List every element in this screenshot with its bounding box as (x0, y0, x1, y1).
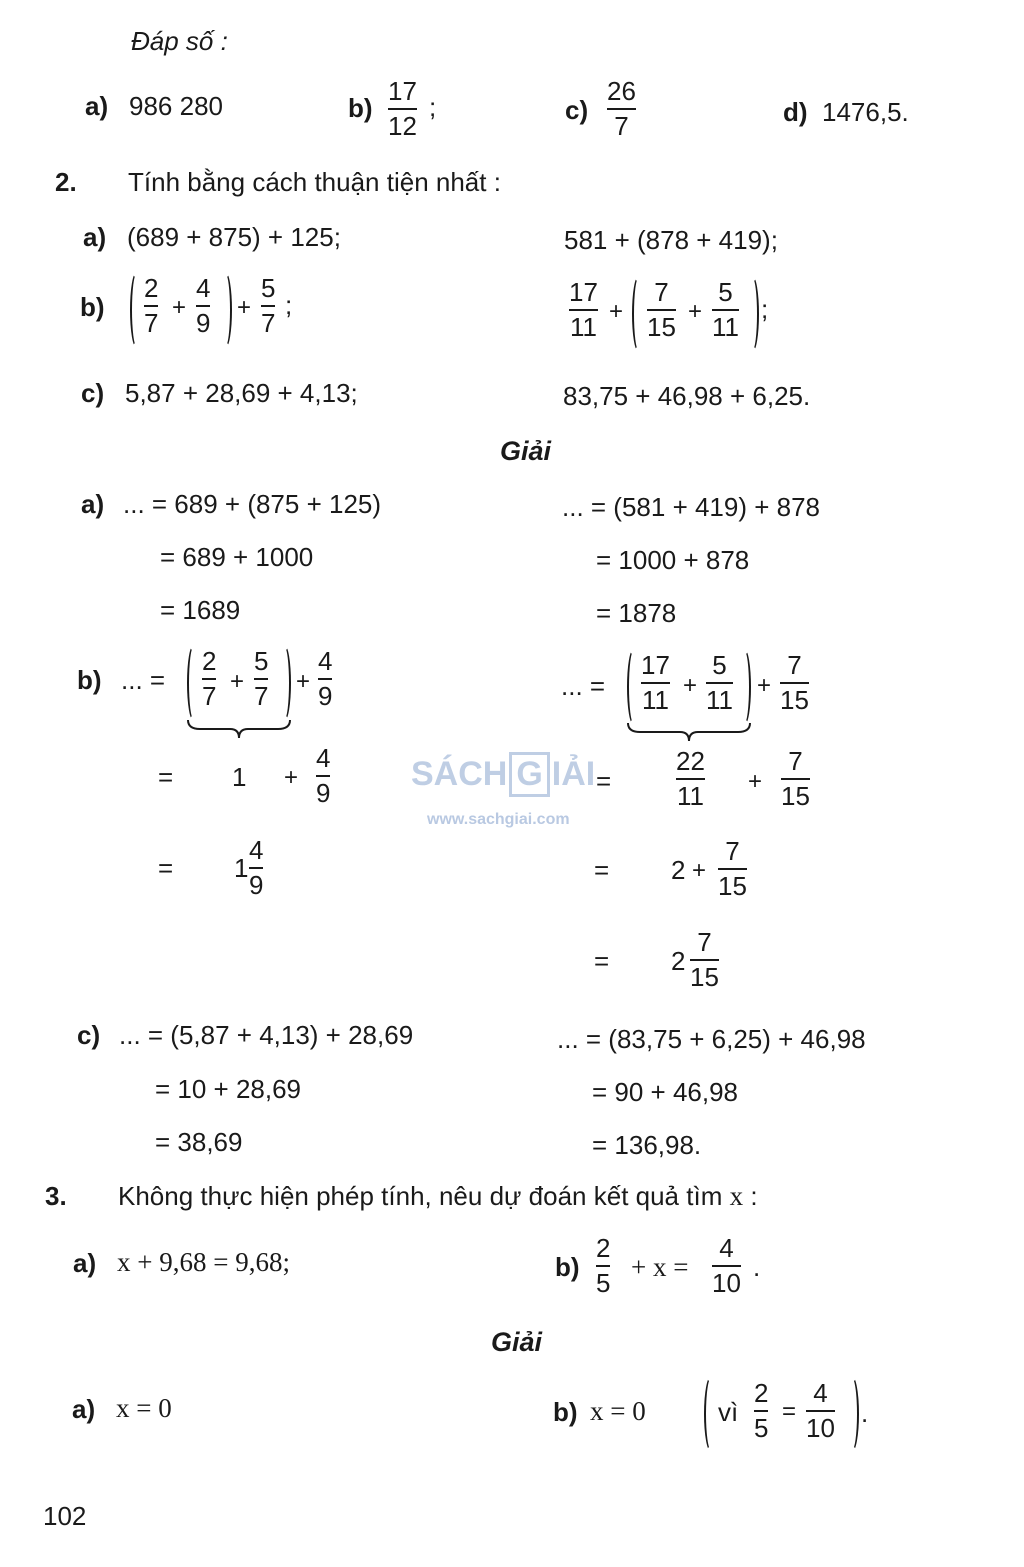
equals-sign: = (158, 853, 174, 883)
ex3-b-middle: + x = (631, 1252, 689, 1282)
plus-sign: + (683, 672, 698, 699)
answer-c-label: c) (565, 95, 589, 125)
answer-d-label: d) (783, 97, 808, 127)
watermark-logo (411, 752, 595, 797)
exercise-3-title-text: Không thực hiện phép tính, nêu dự đoán kết quả tìm (118, 1181, 723, 1211)
right-paren (738, 649, 751, 725)
plus-sign: + (284, 764, 299, 791)
plus-sign: + (296, 668, 311, 695)
period: . (861, 1398, 869, 1428)
denominator: 11 (706, 685, 733, 715)
denominator: 9 (249, 870, 264, 900)
sol-a-right-line-2: = 1000 + 878 (596, 545, 750, 575)
plus-sign: + (237, 294, 252, 321)
answer-b-fraction (388, 78, 417, 139)
one: 1 (232, 762, 247, 792)
numerator: 2 (596, 1233, 611, 1263)
sol-a-right-line-1: ... = (581 + 419) + 878 (562, 492, 821, 522)
fraction (754, 1380, 768, 1441)
period: . (753, 1252, 761, 1282)
two: 2 (671, 855, 686, 885)
ex2-c-left: 5,87 + 28,69 + 4,13; (125, 378, 358, 408)
variable-x: x (729, 1181, 744, 1211)
fraction (202, 648, 216, 709)
mixed-whole: 2 (671, 946, 686, 976)
semicolon: ; (429, 92, 437, 122)
sol-c-left-line-2: = 10 + 28,69 (155, 1074, 302, 1104)
left-paren (627, 649, 640, 725)
sol3-b-text: x = 0 (590, 1396, 646, 1426)
denominator: 5 (754, 1413, 769, 1443)
equals-sign: = (594, 855, 610, 885)
plus-sign: + (609, 298, 624, 325)
fraction (690, 929, 719, 990)
prefix: ... = (121, 665, 166, 695)
plus-sign: + (230, 668, 245, 695)
ex2-b-label: b) (80, 292, 105, 322)
numerator: 5 (718, 277, 733, 307)
numerator: 26 (607, 76, 636, 106)
exercise-2-title: Tính bằng cách thuận tiện nhất : (128, 167, 501, 197)
numerator: 17 (641, 650, 670, 680)
ex2-a-label: a) (83, 222, 107, 252)
watermark-url: www.sachgiai.com (427, 811, 570, 828)
numerator: 2 (202, 646, 217, 676)
right-paren (278, 645, 291, 721)
numerator: 17 (569, 277, 598, 307)
numerator: 22 (676, 746, 705, 776)
fraction (144, 275, 158, 336)
numerator: 7 (788, 746, 803, 776)
colon: : (750, 1181, 758, 1211)
numerator: 4 (813, 1378, 828, 1408)
fraction (254, 648, 268, 709)
answer-d-value: 1476,5. (822, 97, 909, 127)
numerator: 17 (388, 76, 417, 106)
denominator: 10 (712, 1268, 741, 1298)
denominator: 7 (614, 111, 629, 141)
denominator: 7 (261, 308, 276, 338)
denominator: 7 (254, 681, 269, 711)
fraction (196, 275, 210, 336)
equals-sign: = (782, 1398, 797, 1425)
left-paren (130, 272, 143, 348)
fraction (676, 748, 705, 809)
exercise-3-title (118, 1183, 758, 1210)
plus-sign: + (688, 298, 703, 325)
sol3-a-text: x = 0 (116, 1393, 172, 1423)
ex3-b-label: b) (555, 1252, 580, 1282)
fraction (641, 652, 670, 713)
sol-a-left-line-2: = 689 + 1000 (160, 542, 314, 572)
sol-c-right-line-1: ... = (83,75 + 6,25) + 46,98 (557, 1024, 866, 1054)
plus-sign: + (757, 672, 772, 699)
watermark-letter: G (509, 752, 549, 797)
numerator: 7 (697, 927, 712, 957)
denominator: 9 (318, 681, 333, 711)
sol-c-left-line-3: = 38,69 (155, 1127, 243, 1157)
right-paren (219, 272, 232, 348)
fraction (781, 748, 810, 809)
fraction (318, 648, 332, 709)
ex2-c-label: c) (81, 378, 105, 408)
underbrace (186, 718, 292, 740)
ex3-a-label: a) (73, 1248, 97, 1278)
numerator: 5 (712, 650, 727, 680)
right-paren (845, 1376, 859, 1452)
numerator: 4 (249, 835, 264, 865)
semicolon: ; (761, 294, 769, 324)
fraction (712, 279, 739, 340)
fraction (647, 279, 676, 340)
left-paren (632, 276, 645, 352)
sol-a-label: a) (81, 489, 105, 519)
numerator: 5 (254, 646, 269, 676)
solution-heading: Giải (491, 1327, 543, 1357)
equals-sign: = (158, 762, 174, 792)
solution-heading: Giải (500, 436, 552, 466)
fraction (249, 837, 263, 898)
numerator: 4 (196, 273, 211, 303)
semicolon: ; (285, 290, 293, 320)
mixed-whole: 1 (234, 853, 249, 883)
watermark-text: SÁCH (411, 755, 508, 793)
sol-c-label: c) (77, 1020, 101, 1050)
numerator: 2 (144, 273, 159, 303)
sol3-a-label: a) (72, 1394, 96, 1424)
fraction (706, 652, 733, 713)
fraction (316, 745, 330, 806)
denominator: 15 (718, 871, 747, 901)
denominator: 11 (712, 312, 739, 342)
exercise-3-number: 3. (45, 1181, 67, 1211)
underbrace (626, 721, 752, 743)
equals-sign: = (596, 766, 612, 796)
denominator: 12 (388, 111, 417, 141)
fraction (569, 279, 598, 340)
denominator: 7 (202, 681, 217, 711)
denominator: 15 (690, 962, 719, 992)
sol-c-right-line-3: = 136,98. (592, 1130, 702, 1160)
fraction (780, 652, 809, 713)
plus-sign: + (172, 294, 187, 321)
numerator: 5 (261, 273, 276, 303)
sol-b-label: b) (77, 665, 102, 695)
ex2-a-right: 581 + (878 + 419); (564, 225, 778, 255)
answer-a-value: 986 280 (129, 91, 223, 121)
numerator: 7 (725, 836, 740, 866)
denominator: 15 (781, 781, 810, 811)
sol-c-left-line-1: ... = (5,87 + 4,13) + 28,69 (119, 1020, 414, 1050)
ex2-a-left: (689 + 875) + 125; (127, 222, 341, 252)
fraction (718, 838, 747, 899)
left-paren (704, 1376, 718, 1452)
plus-sign: + (692, 857, 707, 884)
fraction (596, 1235, 610, 1296)
numerator: 7 (787, 650, 802, 680)
page-number: 102 (43, 1501, 87, 1531)
prefix: ... = (561, 671, 606, 701)
numerator: 7 (654, 277, 669, 307)
numerator: 2 (754, 1378, 769, 1408)
denominator: 5 (596, 1268, 611, 1298)
fraction (712, 1235, 741, 1296)
equals-sign: = (594, 946, 610, 976)
denominator: 9 (196, 308, 211, 338)
denominator: 11 (569, 312, 597, 342)
vi-word: vì (718, 1397, 739, 1427)
sol3-b-label: b) (553, 1397, 578, 1427)
right-paren (746, 276, 759, 352)
denominator: 11 (676, 781, 704, 811)
answer-c-fraction (607, 78, 636, 139)
answer-a-label: a) (85, 91, 109, 121)
denominator: 15 (647, 312, 676, 342)
numerator: 4 (719, 1233, 734, 1263)
denominator: 15 (780, 685, 809, 715)
numerator: 4 (318, 646, 333, 676)
answers-heading: Đáp số : (131, 26, 228, 56)
sol-a-left-line-1: ... = 689 + (875 + 125) (123, 489, 382, 519)
denominator: 10 (806, 1413, 835, 1443)
sol-c-right-line-2: = 90 + 46,98 (592, 1077, 739, 1107)
answer-b-label: b) (348, 93, 373, 123)
denominator: 11 (641, 685, 669, 715)
numerator: 4 (316, 743, 331, 773)
ex3-a-equation: x + 9,68 = 9,68; (117, 1247, 290, 1277)
fraction (806, 1380, 835, 1441)
sol-a-left-line-3: = 1689 (160, 595, 241, 625)
denominator: 7 (144, 308, 159, 338)
denominator: 9 (316, 778, 331, 808)
plus-sign: + (748, 768, 763, 795)
sol-a-right-line-3: = 1878 (596, 598, 677, 628)
left-paren (187, 645, 200, 721)
ex2-c-right: 83,75 + 46,98 + 6,25. (563, 381, 811, 411)
fraction (261, 275, 275, 336)
exercise-2-number: 2. (55, 167, 77, 197)
watermark-text: IẢI (551, 755, 596, 793)
